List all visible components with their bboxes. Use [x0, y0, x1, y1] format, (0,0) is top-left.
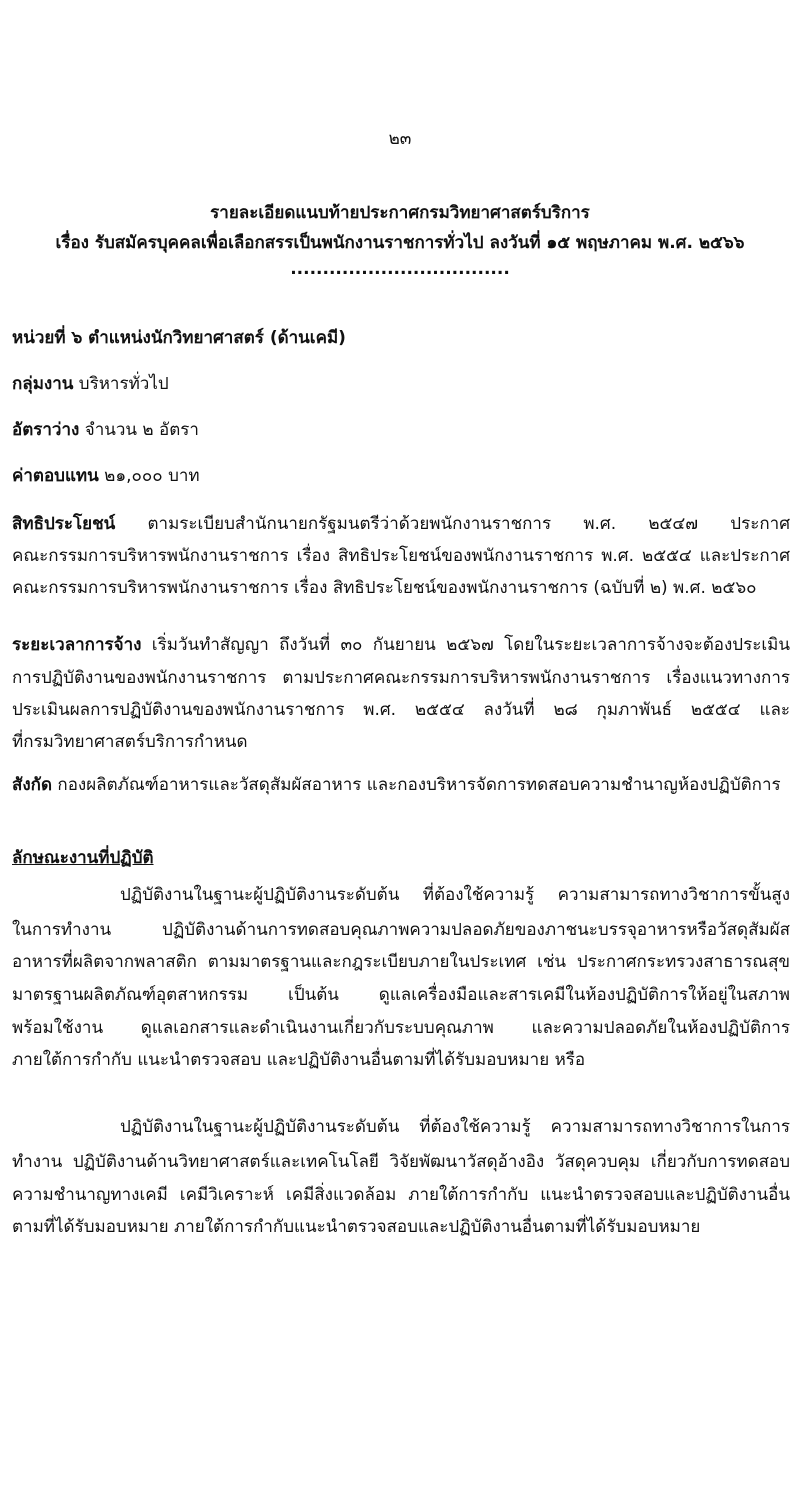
- benefits-text: ตามระเบียบสำนักนายกรัฐมนตรีว่าด้วยพนักงานราชการ พ.ศ. ๒๕๔๗ ประกาศ: [115, 514, 790, 534]
- title-line-2: เรื่อง รับสมัครบุคคลเพื่อเลือกสรรเป็นพนักงานราชการทั่วไป ลงวันที่ ๑๕ พฤษภาคม พ.ศ. ๒๕๖๖: [55, 233, 745, 253]
- duties-line: มาตรฐานผลิตภัณฑ์อุตสาหกรรม เป็นต้น ดูแลเครื่องมือและสารเคมีในห้องปฏิบัติการให้อยู่ในสภาพ: [12, 985, 790, 1005]
- affiliation: [12, 774, 790, 796]
- benefits-line: คณะกรรมการบริหารพนักงานราชการ เรื่อง สิทธิประโยชน์ของพนักงานราชการ พ.ศ. ๒๕๕๔ และประกาศ: [12, 546, 790, 566]
- duties-line: ความชำนาญทางเคมี เคมีวิเคราะห์ เคมีสิ่งแวดล้อม ภายใต้การกำกับ แนะนำตรวจสอบและปฏิบัติงานอื่น: [12, 1185, 790, 1205]
- vacancy-value: จำนวน ๒ อัตรา: [79, 420, 199, 440]
- duties-line: ในการทำงาน ปฏิบัติงานด้านการทดสอบคุณภาพความปลอดภัยของภาชนะบรรจุอาหารหรือวัสดุสัมผัส: [12, 920, 790, 940]
- period-line: การปฏิบัติงานของพนักงานราชการ ตามประกาศคณะกรรมการบริหารพนักงานราชการ เรื่องแนวทางการ: [12, 668, 790, 688]
- separator: ..................................: [290, 259, 510, 279]
- duties-line: ทำงาน ปฏิบัติงานด้านวิทยาศาสตร์และเทคโนโลยี วิจัยพัฒนาวัสดุอ้างอิง วัสดุควบคุม เกี่ยวกับการทดสอบ: [12, 1152, 790, 1172]
- duties-line: ภายใต้การกำกับ แนะนำตรวจสอบ และปฏิบัติงานอื่นตามที่ได้รับมอบหมาย หรือ: [12, 1050, 586, 1070]
- job-group-label: กลุ่มงาน: [12, 374, 74, 394]
- duties-line: อาหารที่ผลิตจากพลาสติก ตามมาตรฐานและกฎระเบียบภายในประเทศ เช่น ประกาศกระทรวงสาธารณสุข: [12, 952, 790, 972]
- duties-line: ตามที่ได้รับมอบหมาย ภายใต้การกำกับแนะนำตรวจสอบและปฏิบัติงานอื่นตามที่ได้รับมอบหมาย: [12, 1217, 701, 1237]
- title-line-1: รายละเอียดแนบท้ายประกาศกรมวิทยาศาสตร์บริการ: [210, 203, 590, 223]
- job-group-value: บริหารทั่วไป: [73, 374, 169, 394]
- benefits-line: [12, 513, 790, 535]
- benefits-line: คณะกรรมการบริหารพนักงานราชการ เรื่อง สิทธิประโยชน์ของพนักงานราชการ (ฉบับที่ ๒) พ.ศ. ๒๕๖๐: [12, 578, 757, 598]
- duties-line: พร้อมใช้งาน ดูแลเอกสารและดำเนินงานเกี่ยวกับระบบคุณภาพ และความปลอดภัยในห้องปฏิบัติการ: [12, 1018, 790, 1038]
- period-line: [12, 634, 790, 656]
- vacancy-label: อัตราว่าง: [12, 420, 80, 440]
- period-text: เริ่มวันทำสัญญา ถึงวันที่ ๓๐ กันยายน ๒๕๖๗ โดยในระยะเวลาการจ้างจะต้องประเมิน: [141, 635, 790, 655]
- duties-line: ปฏิบัติงานในฐานะผู้ปฏิบัติงานระดับต้น ที่ต้องใช้ความรู้ ความสามารถทางวิชาการในการ: [120, 1117, 790, 1137]
- duties-line: ปฏิบัติงานในฐานะผู้ปฏิบัติงานระดับต้น ที่ต้องใช้ความรู้ ความสามารถทางวิชาการขั้นสูง: [120, 885, 790, 905]
- period-label: ระยะเวลาการจ้าง: [12, 635, 142, 655]
- duties-heading: ลักษณะงานที่ปฏิบัติ: [12, 848, 154, 868]
- page-number: ๒๓: [388, 129, 412, 149]
- affiliation-label: สังกัด: [12, 775, 53, 795]
- job-group: [12, 373, 790, 395]
- pay-value: ๒๑,๐๐๐ บาท: [98, 466, 200, 486]
- pay-label: ค่าตอบแทน: [12, 466, 99, 486]
- vacancy: [12, 419, 790, 441]
- pay: [12, 465, 790, 487]
- affiliation-value: กองผลิตภัณฑ์อาหารและวัสดุสัมผัสอาหาร และกองบริหารจัดการทดสอบความชำนาญห้องปฏิบัติการ: [52, 775, 781, 795]
- unit-position: หน่วยที่ ๖ ตำแหน่งนักวิทยาศาสตร์ (ด้านเคมี): [12, 328, 346, 348]
- benefits-label: สิทธิประโยชน์: [12, 514, 116, 534]
- period-line: ที่กรมวิทยาศาสตร์บริการกำหนด: [12, 732, 248, 752]
- period-line: ประเมินผลการปฏิบัติงานของพนักงานราชการ พ.ศ. ๒๕๕๔ ลงวันที่ ๒๘ กุมภาพันธ์ ๒๕๕๔ และ: [12, 700, 790, 720]
